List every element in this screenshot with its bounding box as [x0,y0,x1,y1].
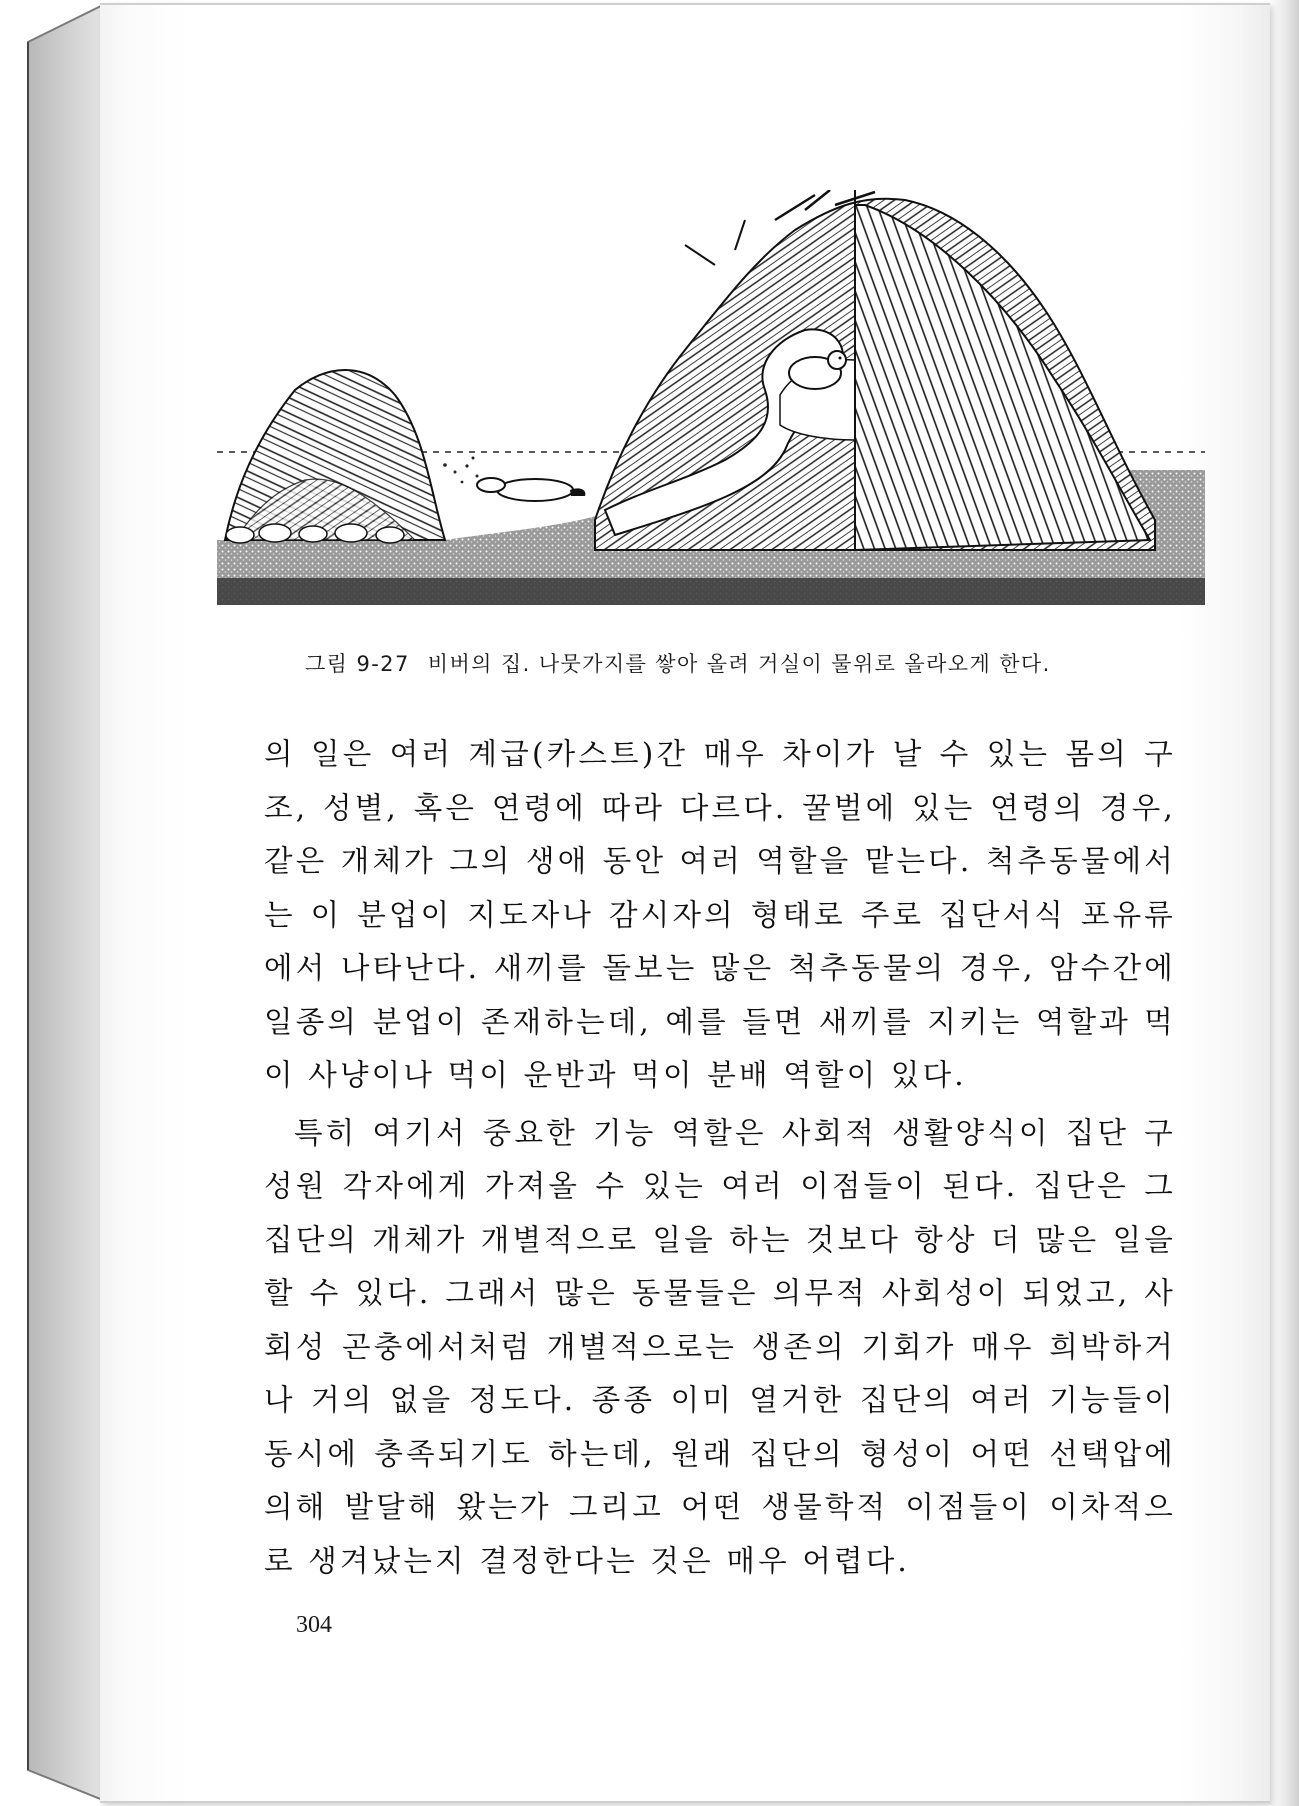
paragraph-1: 의 일은 여러 계급(카스트)간 매우 차이가 날 수 있는 몸의 구조, 성별, 혹은 연령에 따라 다르다. 꿀벌에 있는 연령의 경우, 같은 개체가 그의 생애 동안 여러 역할을 맡는다. 척추동물에서는 이 분업이 지도자나 감시자의 형태로 주로 집단서식 포유류에서 나타난다. 새끼를 돌보는 많은 척추동물의 경우, 암수간에 일종의 분업이 존재하는데, 예를 들면 새끼를 지키는 역할과 먹이 사냥이나 먹이 운반과 먹이 분배 역할이 있다. [264,737,1176,1092]
page-number: 304 [296,1612,332,1638]
swimming-beaver [477,478,585,501]
figure-caption-number: 그림 9-27 [305,652,410,676]
body-text [264,728,1176,1588]
page-right-edge-shadow [1269,0,1299,1806]
figure-caption [305,648,1205,678]
beaver-lodge-illustration [215,190,1205,610]
book-spine-side [0,0,110,1806]
paragraph-2: 특히 여기서 중요한 기능 역할은 사회적 생활양식이 집단 구성원 각자에게 가져올 수 있는 여러 이점들이 된다. 집단은 그 집단의 개체가 개별적으로 일을 하는 것보다 항상 더 많은 일을 할 수 있다. 그래서 많은 동물들은 의무적 사회성이 되었고, 사회성 곤충에서처럼 개별적으로는 생존의 기회가 매우 희박하거나 거의 없을 정도다. 종종 이미 열거한 집단의 여러 기능들이 동시에 충족되기도 하는데, 원래 집단의 형성이 어떤 선택압에 의해 발달해 왔는가 그리고 어떤 생물학적 이점들이 이차적으로 생겨났는지 결정한다는 것은 매우 어렵다. [264,1115,1176,1578]
figure-caption-text: 비버의 집. 나뭇가지를 쌓아 올려 거실이 물위로 올라오게 한다. [427,652,1051,676]
